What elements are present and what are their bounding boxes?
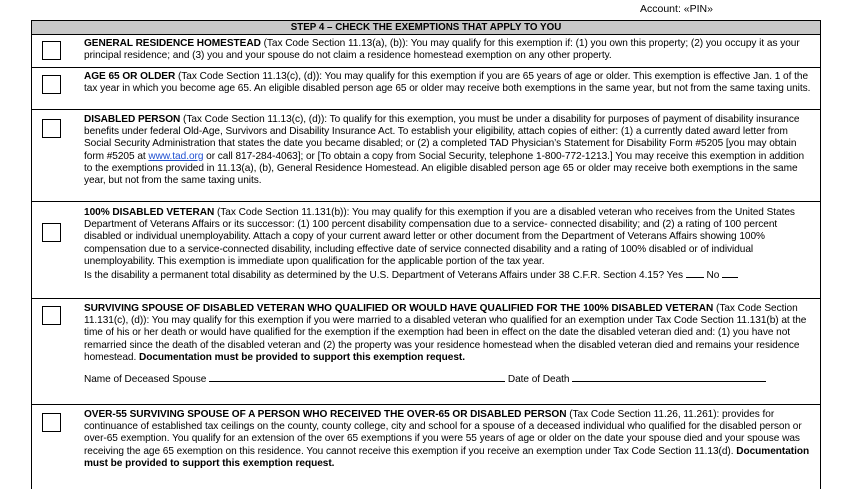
surviving-spouse-veteran-text: SURVIVING SPOUSE OF DISABLED VETERAN WHO QUALIFIED OR WOULD HAVE QUALIFIED FOR THE 100% DISABLED VETERAN (Tax Code Section 11.131(c), (d)): You may qualify for this exemption if you were married to a disabled veteran who qualified for an exemption under Tax Code Section 11.131(b) at the time of his or her death or would have qualified for the exemption if the exemption had been in effect on the date the disabled veteran died and: (1) you have not remarried since the death of the disabled veteran and (2) the property was your residence homestead when the disabled veteran died and remains your residence homestead. Documentation must be provided to support this exemption request. Name of Deceased Spouse Date of Death <box>84 303 807 386</box>
permanent-disability-no-blank[interactable] <box>722 268 738 278</box>
general-homestead-text: GENERAL RESIDENCE HOMESTEAD (Tax Code Section 11.13(a), (b)): You may qualify for this exemption if: (1) you own this property; (2) you occupy it as your principal residence; and (3) you and your spouse do not claim a residence homestead exemption on any other property. <box>84 38 800 62</box>
disabled-person-row <box>32 110 820 202</box>
permanent-disability-question: Is the disability a permanent total disability as determined by the U.S. Department of Veterans Affairs under 38 C.F.R. Section 4.15? <box>84 270 665 282</box>
disabled-veteran-row <box>32 202 820 299</box>
disabled-person-text: DISABLED PERSON (Tax Code Section 11.13(c), (d)): To qualify for this exemption, you must be under a disability for purposes of payment of disability insurance benefits under federal Old-Age, Survivors and Disability Insurance Act. To establish your eligibility, attach copies of either: (1) a currently dated award letter from Social Security Administration that states the date you became disabled; or (2) a completed TAD Physician’s Statement for Disability Form #5205 [you may obtain form #5205 at www.tad.org or call 817-284-4063]; or [To obtain a copy from Social Security, telephone 1-800-772-1213.] You may receive this exemption in addition to the exemptions provided in 11.13(a), (b), General Residence Homestead. An eligible disabled person age 65 or older may receive both exemptions in the same year, but not from the same taxing units. <box>84 114 805 187</box>
over55-surviving-spouse-row <box>32 405 820 489</box>
exemptions-form <box>31 20 821 489</box>
surviving-spouse-veteran-checkbox[interactable] <box>42 306 61 325</box>
disabled-veteran-checkbox[interactable] <box>42 223 61 242</box>
age65-row <box>32 68 820 110</box>
over55-surviving-spouse-checkbox[interactable] <box>42 413 61 432</box>
age65-checkbox[interactable] <box>42 75 61 94</box>
tad-website-link[interactable]: www.tad.org <box>148 150 204 162</box>
step-header: STEP 4 – CHECK THE EXEMPTIONS THAT APPLY TO YOU <box>32 20 820 35</box>
general-homestead-row <box>32 35 820 68</box>
deceased-spouse-name-field[interactable] <box>209 372 505 382</box>
over55-surviving-spouse-text: OVER-55 SURVIVING SPOUSE OF A PERSON WHO RECEIVED THE OVER-65 OR DISABLED PERSON (Tax Code Section 11.26, 11.261): provides for continuance of established tax ceilings on the county, county college, city and school for a spouse of a deceased individual who qualified for the disabled person or over-65 exemption. You qualify for an extension of the over 65 exemptions if you were 55 years of age or older on the date your spouse died and your spouse was receiving the age 65 exemption on this residence. You cannot receive this exemption if you receive an exemption under Tax Code Section 11.13(d). Documentation must be provided to support this exemption request. <box>84 409 810 469</box>
account-pin-label: Account: «PIN» <box>640 3 713 15</box>
age65-text: AGE 65 OR OLDER (Tax Code Section 11.13(c), (d)): You may qualify for this exemption if you are 65 years of age or older. This exemption is effective Jan. 1 of the tax year in which you become age 65. An eligible disabled person age 65 or older may receive both exemptions in the same year, but not from the same taxing units. <box>84 71 811 95</box>
permanent-disability-yes-blank[interactable] <box>686 268 704 278</box>
disabled-person-checkbox[interactable] <box>42 119 61 138</box>
date-of-death-field[interactable] <box>572 372 766 382</box>
surviving-spouse-veteran-row <box>32 299 820 405</box>
general-homestead-checkbox[interactable] <box>42 41 61 60</box>
disabled-veteran-text: 100% DISABLED VETERAN (Tax Code Section 11.131(b)): You may qualify for this exemption if you are a disabled veteran who receives from the United States Department of Veterans Affairs or its successor: (1) 100 percent disability compensation due to a service- connected disability; and (2) a rating of 100 percent disabled or individual unemployability. Attach a copy of your current award letter or other document from the Department of Veterans Affairs showing 100% compensation due to a service-connected disability, including effective date of service connected disability and a rating of 100% disabled or of individual unemployability. This exemption is immediate upon qualification for the applicable portion of the tax year. Is the disability a permanent total disability as determined by the U.S. Department of Veterans Affairs under 38 C.F.R. Section 4.15? Yes No <box>84 207 795 282</box>
